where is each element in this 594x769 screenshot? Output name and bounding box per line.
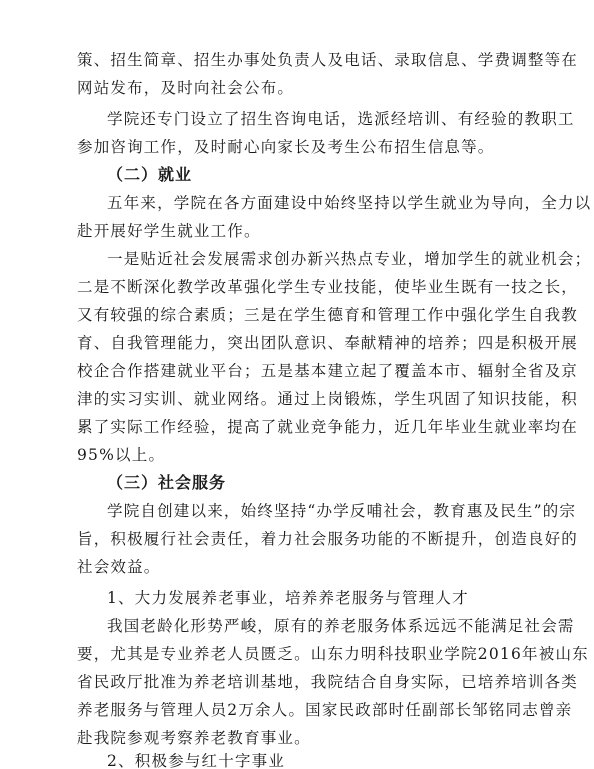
body-text-line: 策、招生简章、招生办事处负责人及电话、录取信息、学费调整等在 <box>77 51 579 69</box>
body-text-line: 参加咨询工作，及时耐心向家长及考生公布招生信息等。 <box>77 138 495 156</box>
body-text-line: 又有较强的综合素质；三是在学生德育和管理工作中强化学生自我教 <box>77 306 579 324</box>
paragraph-first-line: 五年来，学院在各方面建设中始终坚持以学生就业为导向，全力以 <box>107 194 592 212</box>
section-heading-employment: （二）就业 <box>107 165 193 184</box>
paragraph-first-line: 学院还专门设立了招生咨询电话，选派经培训、有经验的教职工 <box>107 110 575 128</box>
body-text-line: 社会效益。 <box>77 558 161 576</box>
section-heading-social-service: （三）社会服务 <box>107 473 227 492</box>
body-text-line: 网站发布，及时向社会公布。 <box>77 79 295 97</box>
body-text-line: 养老服务与管理人员2万余人。国家民政部时任副部长邹铭同志曾亲 <box>77 701 573 719</box>
body-text-line: 校企合作搭建就业平台；五是基本建立起了覆盖本市、辐射全省及京 <box>77 362 579 380</box>
body-text-line: 二是不断深化教学改革强化学生专业技能，使毕业生既有一技之长， <box>77 278 579 296</box>
body-text-line: 要，尤其是专业养老人员匮乏。山东力明科技职业学院2016年被山东 <box>77 645 589 663</box>
paragraph-first-line: 我国老龄化形势严峻，原有的养老服务体系远远不能满足社会需 <box>107 617 575 635</box>
body-text-line: 育、自我管理能力，突出团队意识、奉献精神的培养；四是积极开展 <box>77 334 579 352</box>
body-text-line: 95%以上。 <box>77 446 166 464</box>
body-text-line: 赴我院参观考察养老教育事业。 <box>77 729 311 747</box>
body-text-line: 省民政厅批准为养老培训基地，我院结合自身实际，已培养培训各类 <box>77 673 579 691</box>
paragraph-first-line: 学院自创建以来，始终坚持“办学反哺社会，教育惠及民生”的宗 <box>107 502 577 520</box>
body-text-line: 累了实际工作经验，提高了就业竞争能力，近几年毕业生就业率均在 <box>77 418 579 436</box>
paragraph-first-line: 一是贴近社会发展需求创办新兴热点专业，增加学生的就业机会； <box>107 250 592 268</box>
body-text-line: 津的实习实训、就业网络。通过上岗锻炼，学生巩固了知识技能，积 <box>77 390 579 408</box>
subsection-heading-elderly-care: 1、大力发展养老事业，培养养老服务与管理人才 <box>107 589 469 607</box>
body-text-line: 旨，积极履行社会责任，着力社会服务功能的不断提升，创造良好的 <box>77 530 579 548</box>
body-text-line: 赴开展好学生就业工作。 <box>77 222 261 240</box>
subsection-heading-red-cross: 2、积极参与红十字事业 <box>107 753 286 769</box>
